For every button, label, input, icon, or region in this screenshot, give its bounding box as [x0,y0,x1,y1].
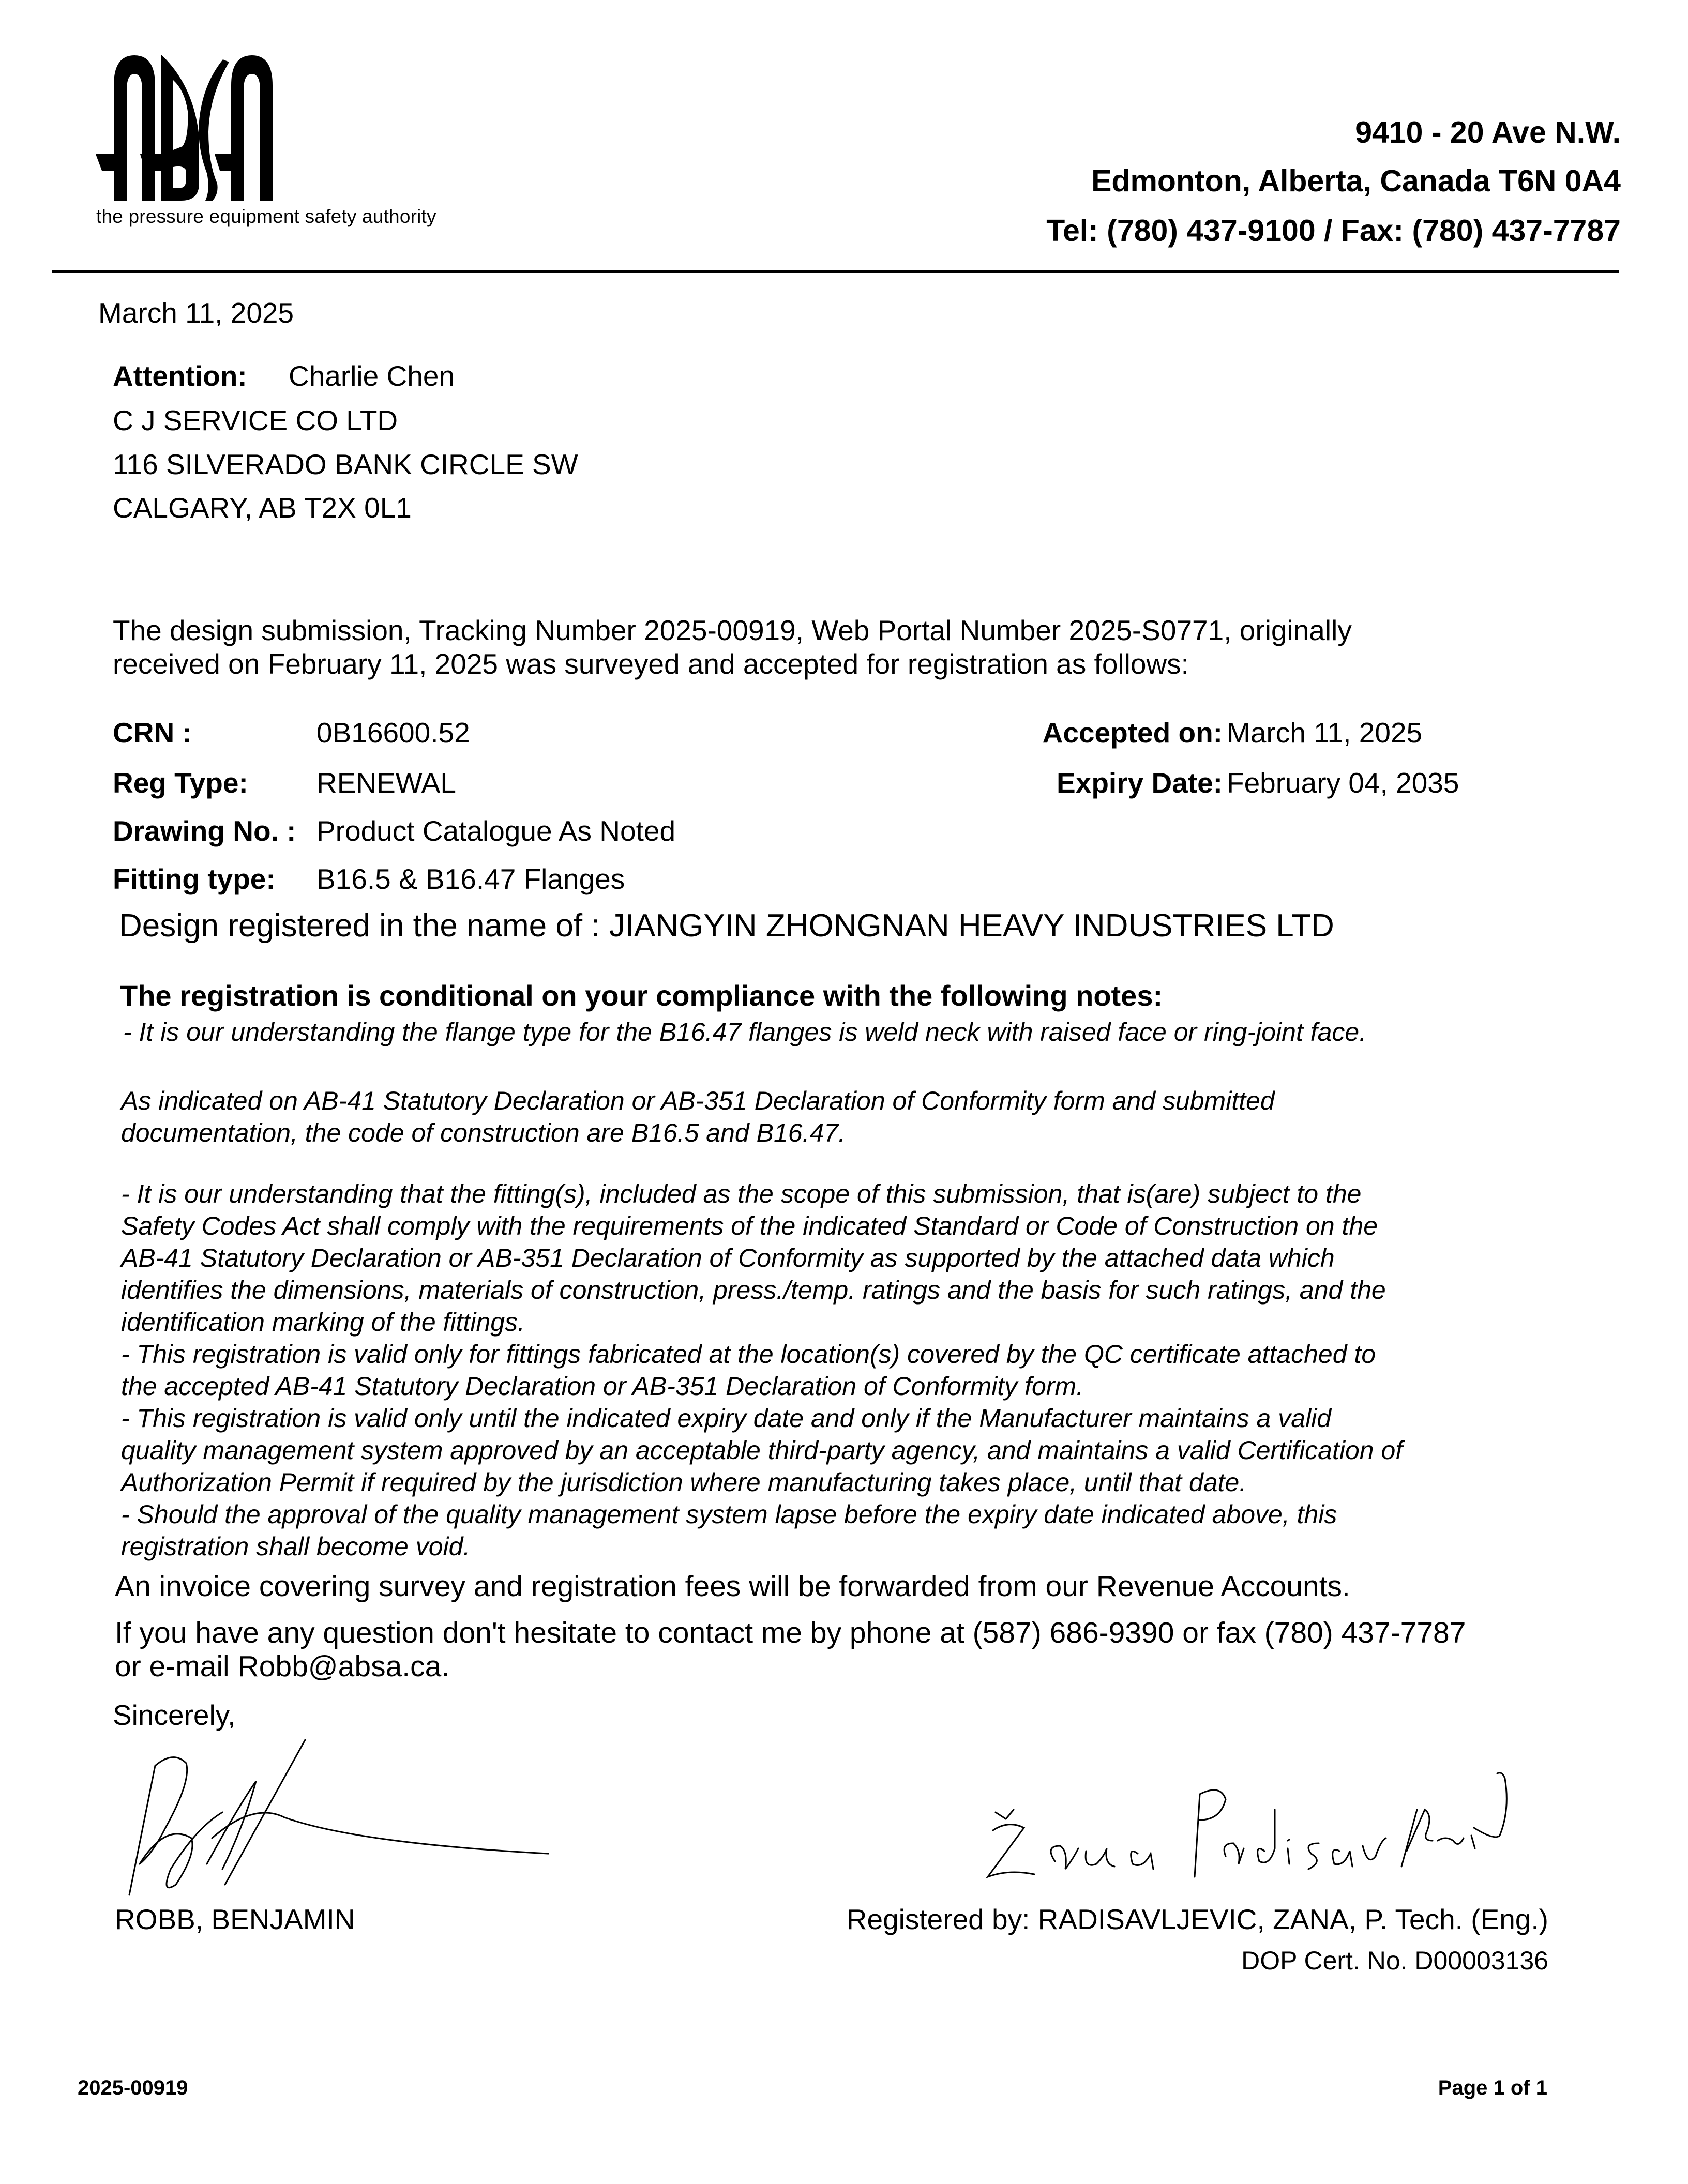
drawing-no-label: Drawing No. : [113,815,296,847]
logo-tagline: the pressure equipment safety authority [96,206,436,227]
recipient-company: C J SERVICE CO LTD [113,404,398,436]
footer-tracking-number: 2025-00919 [78,2076,188,2099]
condition-note: - It is our understanding the flange type for the B16.47 flanges is weld neck with raised face or ring-joint face. [123,1018,1367,1046]
condition-note-line: - This registration is valid only for fittings fabricated at the location(s) covered by the QC certificate attached to [121,1340,1376,1369]
dop-cert-number: DOP Cert. No. D00003136 [1241,1946,1548,1975]
drawing-no-value: Product Catalogue As Noted [317,815,676,847]
condition-note-line: the accepted AB-41 Statutory Declaration or AB-351 Declaration of Conformity form. [121,1372,1084,1401]
sign-off: Sincerely, [113,1699,236,1731]
design-registered-name: Design registered in the name of : JIANGYIN ZHONGNAN HEAVY INDUSTRIES LTD [119,908,1334,944]
condition-note-line: AB-41 Statutory Declaration or AB-351 Declaration of Conformity as supported by the attached data which [121,1243,1335,1272]
condition-note-line: identifies the dimensions, materials of construction, press./temp. ratings and the basis for such ratings, and the [121,1276,1386,1305]
address-street: 9410 - 20 Ave N.W. [1355,115,1621,149]
condition-note-line: - It is our understanding that the fitting(s), included as the scope of this submission, that is(are) subject to the [121,1179,1362,1208]
conditions-heading: The registration is conditional on your compliance with the following notes: [120,979,1163,1012]
reg-type-label: Reg Type: [113,767,248,799]
intro-paragraph-line: received on February 11, 2025 was surveyed and accepted for registration as follows: [113,648,1189,680]
contact-email-line[interactable]: or e-mail Robb@absa.ca. [115,1650,450,1683]
expiry-date-value: February 04, 2035 [1227,767,1459,799]
condition-note-line: Authorization Permit if required by the jurisdiction where manufacturing takes place, until that date. [121,1468,1247,1497]
reg-type-value: RENEWAL [317,767,456,799]
expiry-date-label: Expiry Date: [1057,767,1223,799]
contact-info-line: If you have any question don't hesitate to contact me by phone at (587) 686-9390 or fax (780) 437-7787 [115,1616,1466,1649]
accepted-on-value: March 11, 2025 [1227,717,1423,749]
attention-name: Charlie Chen [289,360,455,392]
invoice-notice: An invoice covering survey and registration fees will be forwarded from our Revenue Accounts. [115,1570,1350,1603]
crn-label: CRN : [113,717,192,749]
registered-by: Registered by: RADISAVLJEVIC, ZANA, P. Tech. (Eng.) [846,1903,1548,1935]
signature-radisavljevic [977,1758,1536,1892]
fitting-type-value: B16.5 & B16.47 Flanges [317,863,625,895]
construction-code-note: As indicated on AB-41 Statutory Declaration or AB-351 Declaration of Conformity form and submitted [121,1086,1275,1115]
construction-code-note: documentation, the code of construction are B16.5 and B16.47. [121,1118,846,1147]
condition-note-line: Safety Codes Act shall comply with the requirements of the indicated Standard or Code of Construction on the [121,1211,1378,1240]
signer-name: ROBB, BENJAMIN [115,1903,355,1935]
header-divider [52,270,1619,273]
footer-page-number: Page 1 of 1 [1438,2076,1547,2099]
signature-robb [124,1735,657,1900]
condition-note-line: - This registration is valid only until the indicated expiry date and only if the Manufacturer maintains a valid [121,1404,1332,1433]
fitting-type-label: Fitting type: [113,863,276,895]
condition-note-line: quality management system approved by an acceptable third-party agency, and maintains a valid Certification of [121,1436,1403,1465]
recipient-street: 116 SILVERADO BANK CIRCLE SW [113,448,578,480]
crn-value: 0B16600.52 [317,717,470,749]
condition-note-line: identification marking of the fittings. [121,1308,525,1337]
attention-label: Attention: [113,360,247,392]
condition-note-line: registration shall become void. [121,1532,471,1561]
condition-note-line: - Should the approval of the quality management system lapse before the expiry date indicated above, this [121,1500,1337,1529]
accepted-on-label: Accepted on: [1042,717,1223,749]
address-phone-fax: Tel: (780) 437-9100 / Fax: (780) 437-7787 [1046,214,1621,248]
address-city: Edmonton, Alberta, Canada T6N 0A4 [1091,164,1621,198]
absa-logo [96,54,328,202]
recipient-city: CALGARY, AB T2X 0L1 [113,492,412,524]
intro-paragraph-line: The design submission, Tracking Number 2025-00919, Web Portal Number 2025-S0771, originally [113,614,1352,646]
letter-date: March 11, 2025 [98,297,294,329]
